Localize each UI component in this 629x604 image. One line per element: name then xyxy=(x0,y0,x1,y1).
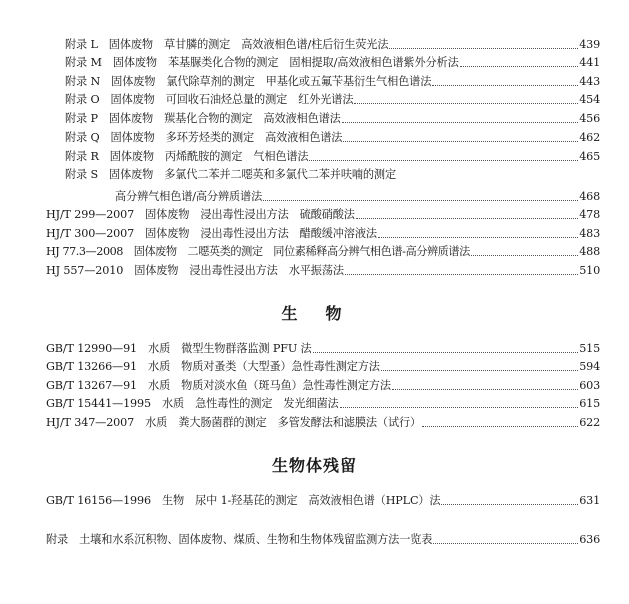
entry-title: 附录 O 固体废物 可回收石油烃总量的测定 红外光谱法 xyxy=(65,93,354,106)
page-number: 468 xyxy=(579,190,600,203)
toc-entry[interactable] xyxy=(0,112,629,126)
toc-entry[interactable] xyxy=(0,208,629,222)
toc-entry[interactable] xyxy=(0,75,629,89)
toc-entry[interactable] xyxy=(0,150,629,164)
leader-dots xyxy=(340,406,579,408)
entry-title: HJ 557—2010 固体废物 浸出毒性浸出方法 水平振荡法 xyxy=(46,264,344,277)
page-number: 454 xyxy=(579,93,600,106)
toc-entry[interactable] xyxy=(0,360,629,374)
leader-dots xyxy=(441,503,578,505)
entry-title: 附录 S 固体废物 多氯代二苯并二噁英和多氯代二苯并呋喃的测定 xyxy=(65,168,397,181)
page-number: 594 xyxy=(579,360,600,373)
toc-entry[interactable] xyxy=(0,494,629,508)
toc-entry[interactable] xyxy=(0,397,629,411)
leader-dots xyxy=(432,84,578,86)
entry-title: 附录 M 固体废物 苯基脲类化合物的测定 固相提取/高效液相色谱紫外分析法 xyxy=(65,56,459,69)
entry-title: 附录 Q 固体废物 多环芳烃类的测定 高效液相色谱法 xyxy=(65,131,343,144)
entry-title: HJ 77.3—2008 固体废物 二噁英类的测定 同位素稀释高分辨气相色谱-高分辨质谱法 xyxy=(46,245,470,258)
entry-title: HJ/T 347—2007 水质 粪大肠菌群的测定 多管发酵法和滤膜法（试行） xyxy=(46,416,422,429)
leader-dots xyxy=(378,236,578,238)
toc-entry[interactable] xyxy=(0,56,629,70)
toc-entry[interactable] xyxy=(0,227,629,241)
toc-entry[interactable] xyxy=(0,342,629,356)
page-number: 488 xyxy=(579,245,600,258)
toc-entry[interactable] xyxy=(0,131,629,145)
toc-entry[interactable] xyxy=(0,245,629,259)
page-number: 443 xyxy=(579,75,600,88)
leader-dots xyxy=(460,65,579,67)
entry-title: 附录 R 固体废物 丙烯酰胺的测定 气相色谱法 xyxy=(65,150,309,163)
page-number: 631 xyxy=(579,494,600,507)
toc-entry[interactable] xyxy=(0,38,629,52)
leader-dots xyxy=(422,425,578,427)
page-number: 478 xyxy=(579,208,600,221)
leader-dots xyxy=(309,159,578,161)
page-number: 483 xyxy=(579,227,600,240)
entry-title: GB/T 16156—1996 生物 尿中 1-羟基芘的测定 高效液相色谱（HPLC）法 xyxy=(46,494,441,507)
toc-entry[interactable] xyxy=(0,379,629,393)
entry-title: GB/T 13266—91 水质 物质对蚤类（大型蚤）急性毒性测定方法 xyxy=(46,360,380,373)
page-number: 515 xyxy=(579,342,600,355)
leader-dots xyxy=(343,140,578,142)
page-number: 439 xyxy=(579,38,600,51)
toc-entry-line1[interactable] xyxy=(0,168,629,182)
toc-entry-appendix[interactable] xyxy=(0,533,629,547)
page-number: 441 xyxy=(579,56,600,69)
toc-entry[interactable] xyxy=(0,93,629,107)
entry-title: HJ/T 300—2007 固体废物 浸出毒性浸出方法 醋酸缓冲溶液法 xyxy=(46,227,377,240)
page-number: 456 xyxy=(579,112,600,125)
leader-dots xyxy=(392,388,578,390)
toc-entry[interactable] xyxy=(0,264,629,278)
leader-dots xyxy=(354,102,578,104)
entry-title-continued: 高分辨气相色谱/高分辨质谱法 xyxy=(115,190,263,203)
entry-title: 附录 土壤和水系沉积物、固体废物、煤质、生物和生物体残留监测方法一览表 xyxy=(46,533,433,546)
leader-dots xyxy=(313,351,579,353)
section-heading-biology: 生 物 xyxy=(281,304,348,323)
leader-dots xyxy=(471,254,578,256)
entry-title: HJ/T 299—2007 固体废物 浸出毒性浸出方法 硫酸硝酸法 xyxy=(46,208,355,221)
entry-title: 附录 L 固体废物 草甘膦的测定 高效液相色谱/柱后衍生荧光法 xyxy=(65,38,389,51)
page-number: 510 xyxy=(579,264,600,277)
page-number: 465 xyxy=(579,150,600,163)
leader-dots xyxy=(381,369,578,371)
entry-title: GB/T 13267—91 水质 物质对淡水鱼（斑马鱼）急性毒性测定方法 xyxy=(46,379,391,392)
toc-entry[interactable] xyxy=(0,416,629,430)
page-number: 615 xyxy=(579,397,600,410)
leader-dots xyxy=(356,217,578,219)
section-heading-biological-residue: 生物体残留 xyxy=(271,456,357,475)
entry-title: 附录 N 固体废物 氯代除草剂的测定 甲基化或五氟苄基衍生气相色谱法 xyxy=(65,75,432,88)
leader-dots xyxy=(389,47,578,49)
entry-title: GB/T 15441—1995 水质 急性毒性的测定 发光细菌法 xyxy=(46,397,339,410)
page-number: 603 xyxy=(579,379,600,392)
page-number: 462 xyxy=(579,131,600,144)
entry-title: GB/T 12990—91 水质 微型生物群落监测 PFU 法 xyxy=(46,342,312,355)
leader-dots xyxy=(433,542,578,544)
leader-dots xyxy=(342,121,579,123)
entry-title: 附录 P 固体废物 羰基化合物的测定 高效液相色谱法 xyxy=(65,112,341,125)
page-number: 636 xyxy=(579,533,600,546)
page-number: 622 xyxy=(579,416,600,429)
leader-dots xyxy=(345,273,578,275)
leader-dots xyxy=(263,199,578,201)
toc-entry-line2[interactable] xyxy=(0,190,629,204)
